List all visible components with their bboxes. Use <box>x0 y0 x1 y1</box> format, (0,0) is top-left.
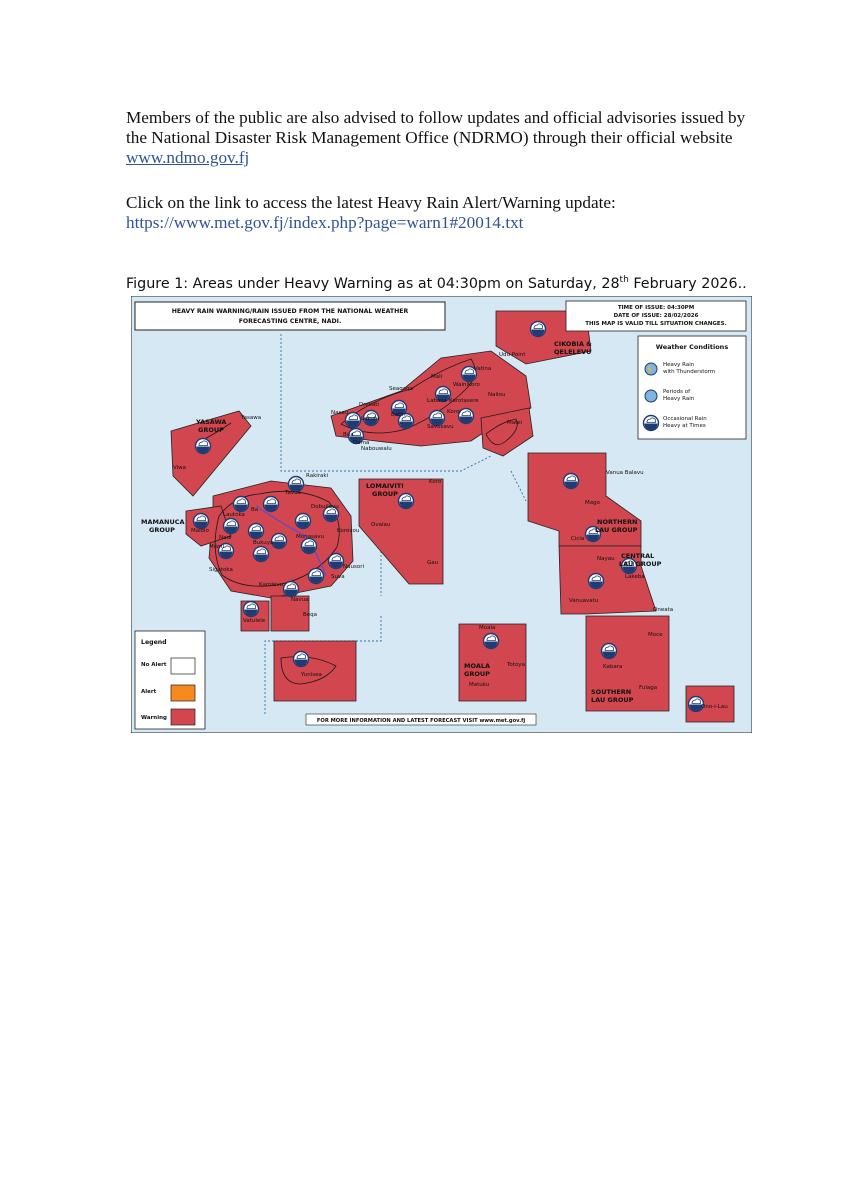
cloud-icon-suva <box>309 569 324 584</box>
advisory-line-2: the National Disaster Risk Management Office (NDRMO) through their official website <box>126 128 733 147</box>
central-lau-label-1: CENTRAL <box>621 552 655 560</box>
caption-text-end: February 2026.. <box>628 275 747 292</box>
place-kabara: Kabara <box>603 664 623 670</box>
place-cicia: Cicia <box>571 536 585 542</box>
weather-conditions-panel <box>638 336 746 439</box>
place-udu-point: Udu Point <box>499 352 526 358</box>
place-nabouwalu: Nabouwalu <box>361 446 392 452</box>
place-moce: Moce <box>648 632 663 638</box>
place-bukuya: Bukuya <box>253 540 274 546</box>
map-footer <box>306 714 536 725</box>
place-rakiraki: Rakiraki <box>306 473 329 479</box>
central-lau-label-2: LAU GROUP <box>619 560 662 568</box>
place-yasawa: Yasawa <box>241 415 262 421</box>
cloud-icon-tavua <box>264 497 279 512</box>
southern-lau-label-1: SOUTHERN <box>591 688 632 696</box>
place-beqa: Beqa <box>303 612 318 618</box>
condition-2-line-1: Periods of <box>663 389 691 395</box>
advisory-line-1: Members of the public are also advised to follow updates and official advisories issued by <box>126 108 746 127</box>
southern-lau-label-2: LAU GROUP <box>591 696 634 704</box>
place-nasau: Nasau <box>331 410 349 416</box>
place-koro: Koro <box>429 479 442 485</box>
kadavu-zone <box>274 641 356 701</box>
map-title-line-2: FORECASTING CENTRE, NADI. <box>238 318 342 325</box>
place-monasavu: Monasavu <box>296 534 324 540</box>
place-vatulele: Vatulele <box>243 618 266 624</box>
place-nausori: Nausori <box>343 564 364 570</box>
place-karolevu: Karolevu <box>259 582 284 588</box>
place-dama: Dama <box>353 440 370 446</box>
place-ba: Ba <box>251 507 259 513</box>
place-vanua-balavu: Vanua Balavu <box>606 470 644 476</box>
cloud-icon-vanua-balavu <box>564 474 579 489</box>
legend-box <box>135 631 205 729</box>
place-tavua: Tavua <box>285 490 301 496</box>
cloud-icon-nadi <box>249 524 264 539</box>
place-wainikoro: Wainikoro <box>453 382 480 388</box>
place-ovalau: Ovalau <box>371 522 391 528</box>
legend-no-alert-label: No Alert <box>141 662 167 668</box>
lomaiviti-group-label-2: GROUP <box>372 490 398 498</box>
warning-update-link[interactable]: https://www.met.gov.fj/index.php?page=warn1#20014.txt <box>126 213 524 232</box>
link-instruction: Click on the link to access the latest Heavy Rain Alert/Warning update: <box>126 193 616 212</box>
legend-warning-label: Warning <box>141 715 167 721</box>
heavy-rain-warning-map <box>131 296 752 733</box>
validity-note: THIS MAP IS VALID TILL SITUATION CHANGES. <box>585 321 727 327</box>
place-seaqaqa: Seaqaqa <box>389 386 413 392</box>
cloud-icon-vatulele <box>244 602 259 617</box>
legend-no-alert-swatch <box>171 658 195 674</box>
place-nailou: Nailou <box>488 392 506 398</box>
yasawa-group-label-1: YASAWA <box>196 418 227 426</box>
figure-caption <box>126 275 826 292</box>
place-nadi: Nadi <box>219 535 232 541</box>
occasional-rain-icon <box>644 416 659 431</box>
cloud-icon-kabara <box>602 644 617 659</box>
cloud-icon-lomaiviti <box>399 494 414 509</box>
place-malolo: Malolo <box>191 528 209 534</box>
moala-group-label-2: GROUP <box>464 670 490 678</box>
ndmo-website-link[interactable]: www.ndmo.gov.fj <box>126 148 250 167</box>
link-paragraph <box>126 193 786 233</box>
place-yunisea: Yunisea <box>301 672 322 678</box>
cloud-icon-kadavu <box>294 652 309 667</box>
place-drekati: Drekati <box>359 402 379 408</box>
place-vanuavatu: Vanuavatu <box>569 598 599 604</box>
place-karotasere: Karotasere <box>449 398 479 404</box>
place-matei: Matei <box>507 420 523 426</box>
place-totoya: Totoya <box>507 662 525 668</box>
place-savusavu: Savusavu <box>427 424 454 430</box>
cloud-icon-cikobia <box>531 322 546 337</box>
cikobia-group-label-1: CIKOBIA & <box>554 340 592 348</box>
caption-text: Figure 1: Areas under Heavy Warning as at 04:30pm on Saturday, 28 <box>126 275 620 292</box>
northern-lau-label-1: NORTHERN <box>597 518 638 526</box>
issue-date: DATE OF ISSUE: 28/02/2026 <box>613 313 699 319</box>
thunderstorm-icon <box>645 363 657 375</box>
cloud-icon-yasawa <box>196 439 211 454</box>
cloud-icon-navua <box>284 582 299 597</box>
weather-conditions-title: Weather Conditions <box>655 343 729 351</box>
place-lakeba: Lakeba <box>625 574 645 580</box>
place-suva: Suva <box>331 574 345 580</box>
legend-title: Legend <box>141 639 167 646</box>
legend-alert-swatch <box>171 685 195 701</box>
cloud-icon-dobuilevu <box>296 514 311 529</box>
place-navua: Navua <box>291 597 309 603</box>
place-oneata: Oneata <box>653 607 674 613</box>
place-lautoka: Lautoka <box>223 512 245 518</box>
legend-warning-swatch <box>171 709 195 725</box>
cloud-icon-monasavu <box>302 539 317 554</box>
place-momi: Momi <box>209 544 224 550</box>
place-labasa: Labasa <box>427 398 447 404</box>
cloud-icon-nausori <box>329 554 344 569</box>
place-vatina: Vatina <box>474 366 492 372</box>
issue-info-box <box>566 301 746 331</box>
legend-alert-label: Alert <box>141 689 157 695</box>
map-title-box <box>135 302 445 330</box>
place-mali: Mali <box>431 374 443 380</box>
cloud-icon-bukuya <box>272 534 287 549</box>
rain-icon <box>645 390 657 402</box>
footer-text: FOR MORE INFORMATION AND LATEST FORECAST VISIT www.met.gov.fj <box>316 718 526 724</box>
cloud-icon-vanuavatu <box>589 574 604 589</box>
place-bua: Bua <box>343 432 354 438</box>
condition-1-line-2: with Thunderstorm <box>663 369 716 375</box>
place-ono-i-lau: Ono-i-Lau <box>701 704 728 710</box>
moala-group-label-1: MOALA <box>464 662 491 670</box>
place-matuku: Matuku <box>469 682 490 688</box>
place-nayau: Nayau <box>597 556 615 562</box>
mamanuca-group-label-2: GROUP <box>149 526 175 534</box>
condition-3-line-1: Occasional Rain <box>663 416 707 422</box>
mamanuca-group-label-1: MAMANUCA <box>141 518 185 526</box>
cikobia-group-label-2: QELELEVU <box>554 348 592 356</box>
place-lekutu: Lekutu <box>361 416 380 422</box>
place-dobuilevu: Dobuilevu <box>311 504 339 510</box>
condition-3-line-2: Heavy at Times <box>663 423 706 429</box>
yasawa-group-label-2: GROUP <box>198 426 224 434</box>
place-korovou: Korovou <box>337 528 360 534</box>
place-koroi: Koroi <box>447 409 461 415</box>
cloud-icon-malolo <box>194 514 209 529</box>
lomaiviti-group-label-1: LOMAIVITI <box>366 482 404 490</box>
cloud-icon-sigatoka <box>254 547 269 562</box>
condition-2-line-2: Heavy Rain <box>663 396 695 402</box>
cloud-icon-karotasere <box>459 409 474 424</box>
caption-superscript: th <box>619 275 629 285</box>
issue-time: TIME OF ISSUE: 04:30PM <box>617 305 695 311</box>
cloud-icon-ba <box>234 497 249 512</box>
place-sigatoka: Sigatoka <box>209 567 233 573</box>
place-batiri: Batiri <box>391 412 406 418</box>
place-gau: Gau <box>427 560 439 566</box>
place-viwa: Viwa <box>173 465 187 471</box>
place-mago: Mago <box>585 500 600 506</box>
place-moala: Moala <box>479 625 496 631</box>
cloud-icon-moala <box>484 634 499 649</box>
northern-lau-label-2: LAU GROUP <box>595 526 638 534</box>
place-fulaga: Fulaga <box>639 685 658 691</box>
advisory-paragraph <box>126 108 786 168</box>
map-title-line-1: HEAVY RAIN WARNING/RAIN ISSUED FROM THE NATIONAL WEATHER <box>171 308 409 315</box>
cloud-icon-lautoka <box>224 519 239 534</box>
condition-1-line-1: Heavy Rain <box>663 362 695 368</box>
